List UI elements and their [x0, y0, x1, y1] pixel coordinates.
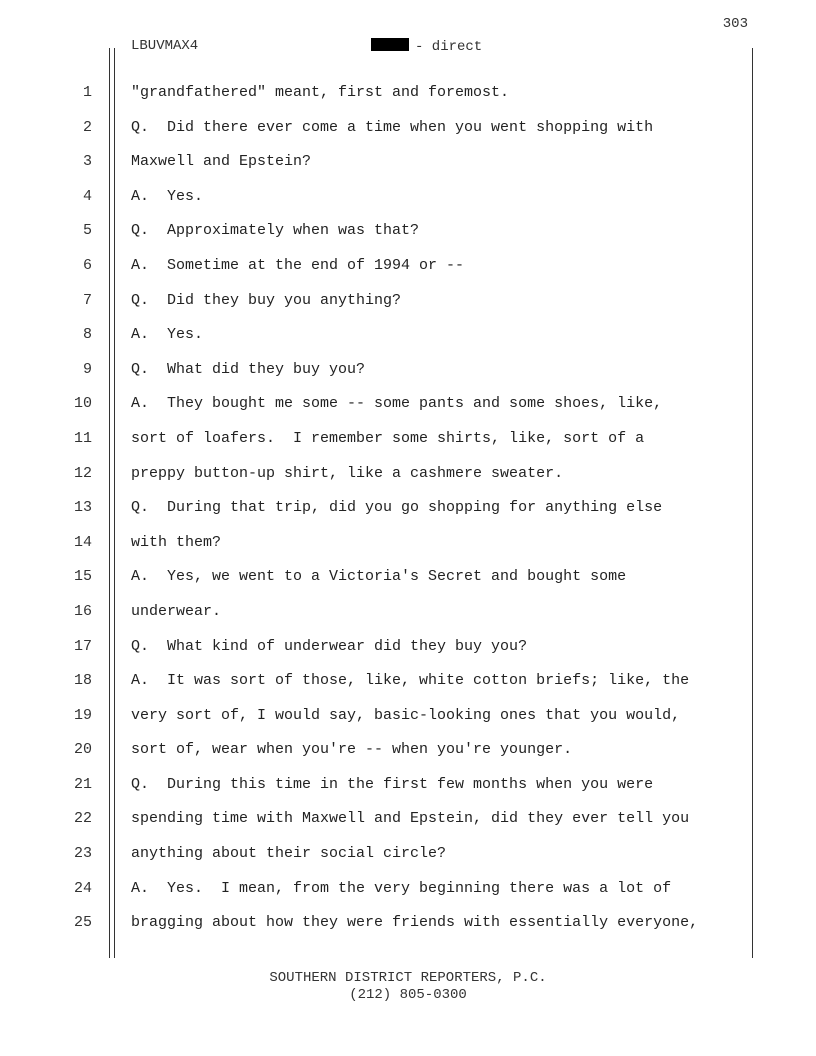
- line-text: underwear.: [131, 602, 222, 620]
- line-number: 15: [73, 568, 92, 586]
- page-number: 303: [722, 16, 748, 32]
- line-number: 8: [82, 326, 92, 344]
- reporter-phone: (212) 805-0300: [349, 987, 467, 1003]
- line-text: sort of loafers. I remember some shirts, like, sort of a: [131, 429, 645, 447]
- line-number: 23: [73, 845, 92, 863]
- line-number: 20: [73, 741, 92, 759]
- line-text: A. Sometime at the end of 1994 or --: [131, 256, 465, 274]
- transcript-line: [0, 153, 816, 188]
- transcript-line: [0, 361, 816, 396]
- line-number: 11: [73, 429, 92, 447]
- line-text: Q. Did there ever come a time when you went shopping with: [131, 118, 654, 136]
- transcript-line: [0, 638, 816, 673]
- line-number: 9: [82, 360, 92, 378]
- line-number: 18: [73, 672, 92, 690]
- line-text: Q. During that trip, did you go shopping for anything else: [131, 499, 663, 517]
- transcript-line: [0, 707, 816, 742]
- line-text: A. It was sort of those, like, white cotton briefs; like, the: [131, 672, 690, 690]
- transcript-line: [0, 430, 816, 465]
- line-text: A. Yes. I mean, from the very beginning there was a lot of: [131, 879, 672, 897]
- reporter-footer: [0, 970, 816, 1004]
- line-text: Q. What did they buy you?: [131, 360, 366, 378]
- transcript-line: [0, 326, 816, 361]
- line-number: 6: [82, 256, 92, 274]
- transcript-line: [0, 292, 816, 327]
- line-text: spending time with Maxwell and Epstein, did they ever tell you: [131, 810, 690, 828]
- line-number: 21: [73, 775, 92, 793]
- transcript-line: [0, 188, 816, 223]
- line-text: Maxwell and Epstein?: [131, 153, 312, 171]
- line-number: 14: [73, 533, 92, 551]
- transcript-line: [0, 465, 816, 500]
- line-text: sort of, wear when you're -- when you're younger.: [131, 741, 573, 759]
- line-number: 24: [73, 879, 92, 897]
- line-text: A. Yes.: [131, 326, 204, 344]
- line-text: A. They bought me some -- some pants and some shoes, like,: [131, 395, 663, 413]
- redaction-bar: [371, 38, 409, 51]
- line-number: 2: [82, 118, 92, 136]
- line-text: Q. During this time in the first few months when you were: [131, 775, 654, 793]
- line-number: 5: [82, 222, 92, 240]
- transcript-line: [0, 534, 816, 569]
- witness-suffix: - direct: [415, 39, 483, 55]
- line-number: 22: [73, 810, 92, 828]
- reporter-name: SOUTHERN DISTRICT REPORTERS, P.C.: [269, 970, 547, 986]
- line-text: Q. What kind of underwear did they buy you?: [131, 637, 528, 655]
- transcript-line: [0, 914, 816, 949]
- line-text: bragging about how they were friends with essentially everyone,: [131, 914, 699, 932]
- line-number: 17: [73, 637, 92, 655]
- transcript-line: [0, 257, 816, 292]
- transcript-line: [0, 810, 816, 845]
- line-text: anything about their social circle?: [131, 845, 447, 863]
- line-number: 13: [73, 499, 92, 517]
- line-number: 19: [73, 706, 92, 724]
- transcript-line: [0, 119, 816, 154]
- transcript-header: [131, 38, 731, 58]
- line-text: A. Yes, we went to a Victoria's Secret and bought some: [131, 568, 627, 586]
- transcript-line: [0, 603, 816, 638]
- line-text: Q. Approximately when was that?: [131, 222, 420, 240]
- line-number: 10: [73, 395, 92, 413]
- line-number: 4: [82, 187, 92, 205]
- transcript-line: [0, 776, 816, 811]
- line-text: very sort of, I would say, basic-looking ones that you would,: [131, 706, 681, 724]
- line-text: "grandfathered" meant, first and foremost.: [131, 84, 510, 101]
- transcript-line: [0, 222, 816, 257]
- transcript-line: [0, 568, 816, 603]
- line-number: 7: [82, 291, 92, 309]
- transcript-body: [0, 84, 816, 949]
- line-text: Q. Did they buy you anything?: [131, 291, 402, 309]
- line-text: preppy button-up shirt, like a cashmere sweater.: [131, 464, 564, 482]
- transcript-line: [0, 741, 816, 776]
- line-number: 3: [82, 153, 92, 171]
- transcript-line: [0, 499, 816, 534]
- line-number: 12: [73, 464, 92, 482]
- transcript-line: [0, 84, 816, 119]
- line-text: A. Yes.: [131, 187, 204, 205]
- witness-label: [371, 38, 482, 55]
- transcript-line: [0, 880, 816, 915]
- line-number: 25: [73, 914, 92, 932]
- transcript-line: [0, 395, 816, 430]
- line-number: 1: [82, 84, 92, 101]
- line-text: with them?: [131, 533, 222, 551]
- case-id: LBUVMAX4: [131, 38, 199, 54]
- transcript-line: [0, 845, 816, 880]
- transcript-line: [0, 672, 816, 707]
- line-number: 16: [73, 602, 92, 620]
